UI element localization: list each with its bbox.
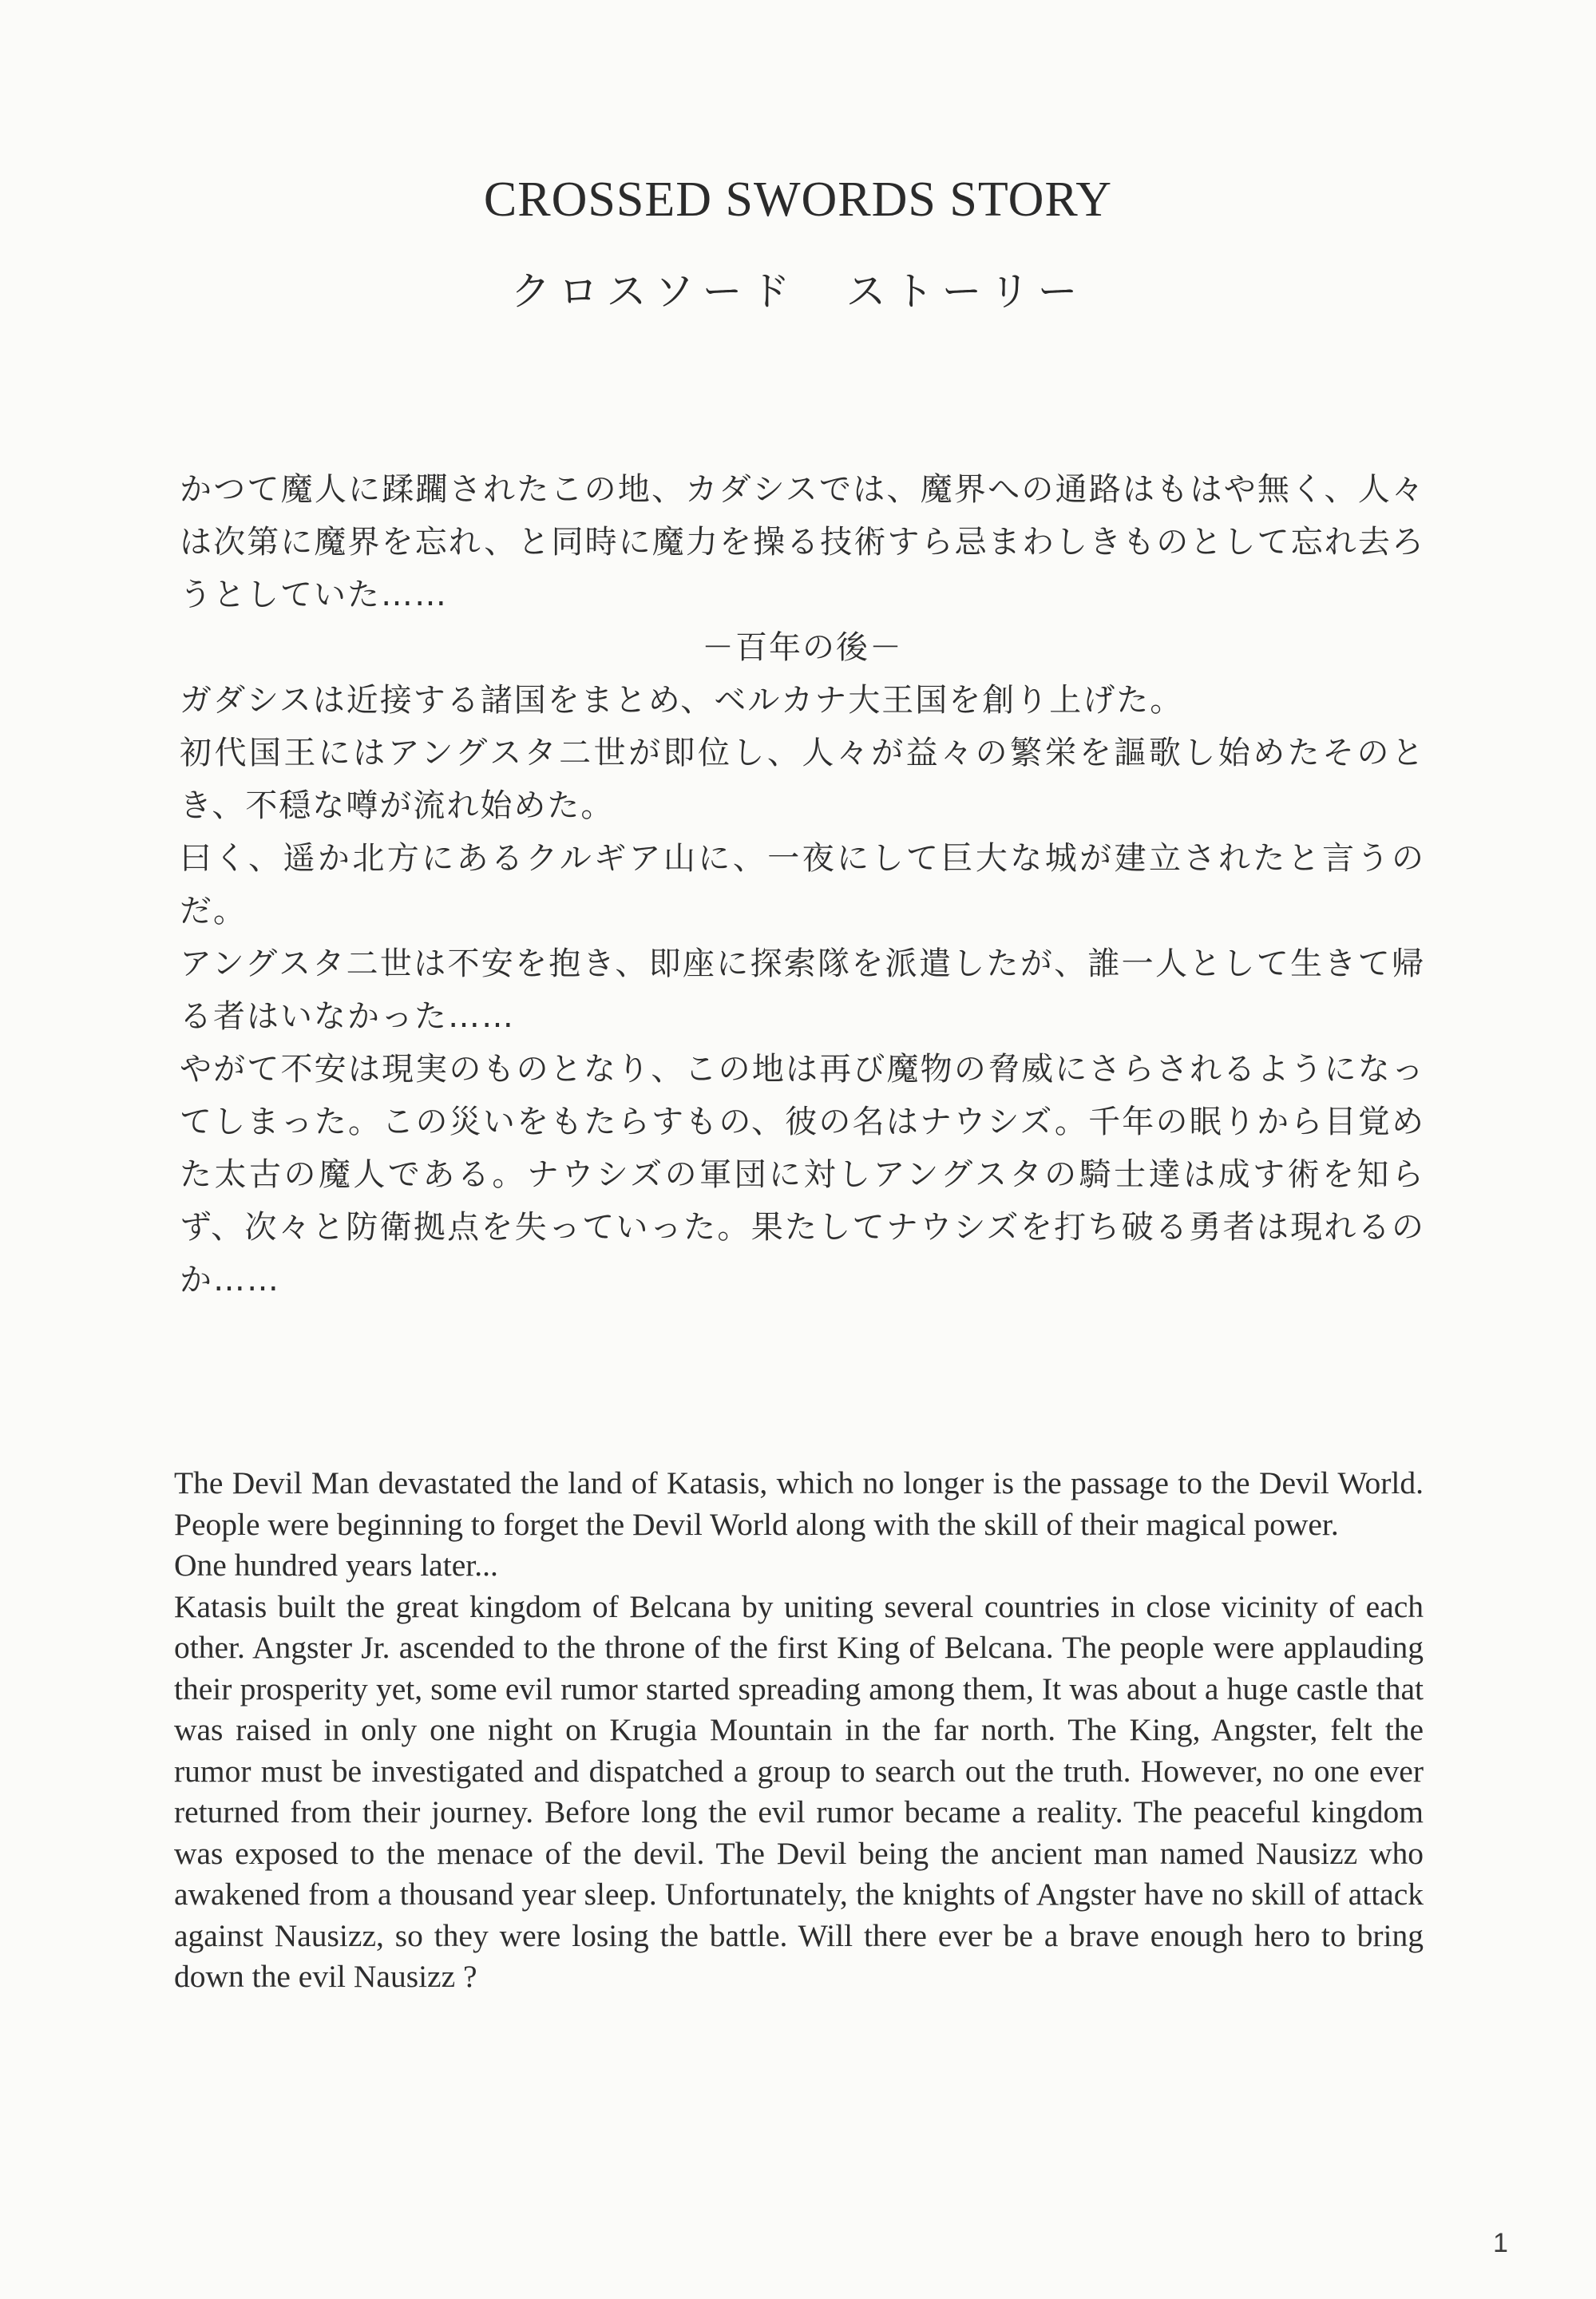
en-paragraph: One hundred years later... bbox=[174, 1548, 498, 1583]
page-number: 1 bbox=[1493, 2228, 1508, 2258]
jp-paragraph: やがて不安は現実のものとなり、この地は再び魔物の脅威にさらされるようになってしまった。この災いをもたらすもの、彼の名はナウシズ。千年の眠りから目覚めた太古の魔人である。ナウシズの軍団に対しアングスタの騎士達は成す術を知らず、次々と防衛拠点を失っていった。果たしてナウシズを打ち破る勇者は現れるのか…… bbox=[180, 1051, 1425, 1298]
english-story-text bbox=[174, 1463, 1424, 1998]
jp-paragraph: 初代国王にはアングスタ二世が即位し、人々が益々の繁栄を謳歌し始めたそのとき、不穏な噂が流れ始めた。 bbox=[180, 735, 1425, 824]
en-paragraph: Katasis built the great kingdom of Belcana by uniting several countries in close vicinity of each other. Angster Jr. ascended to the throne of the first King of Belcana. The people were applauding their prosperity yet, some evil rumor started spreading among them, It was about a huge castle that was raised in only one night on Krugia Mountain in the far north. The King, Angster, felt the rumor must be investigated and dispatched a group to search out the truth. However, no one ever returned from their journey. Before long the evil rumor became a reality. The peaceful kingdom was exposed to the menace of the devil. The Devil being the ancient man named Nausizz who awakened from a thousand year sleep. Unfortunately, the knights of Angster have no skill of attack against Nausizz, so they were losing the battle. Will there ever be a brave enough hero to bring down the evil Nausizz ? bbox=[174, 1588, 1424, 1994]
jp-paragraph: アングスタ二世は不安を抱き、即座に探索隊を派遣したが、誰一人として生きて帰る者はいなかった…… bbox=[180, 945, 1425, 1035]
jp-paragraph: かつて魔人に蹂躙されたこの地、カダシスでは、魔界への通路はもはや無く、人々は次第に魔界を忘れ、と同時に魔力を操る技術すら忌まわしきものとして忘れ去ろうとしていた…… bbox=[180, 471, 1425, 613]
japanese-story-text bbox=[180, 463, 1425, 1306]
jp-paragraph: ガダシスは近接する諸国をまとめ、ベルカナ大王国を創り上げた。 bbox=[180, 682, 1184, 719]
jp-subheading: －百年の後－ bbox=[702, 629, 903, 666]
jp-paragraph: 曰く、遥か北方にあるクルギア山に、一夜にして巨大な城が建立されたと言うのだ。 bbox=[180, 840, 1425, 930]
en-paragraph: The Devil Man devastated the land of Katasis, which no longer is the passage to the Devil World. People were beginning to forget the Devil World along with the skill of their magical power. bbox=[174, 1465, 1424, 1542]
title-english: CROSSED SWORDS STORY bbox=[483, 172, 1113, 227]
title-japanese: クロスソード ストーリー bbox=[510, 268, 1086, 315]
